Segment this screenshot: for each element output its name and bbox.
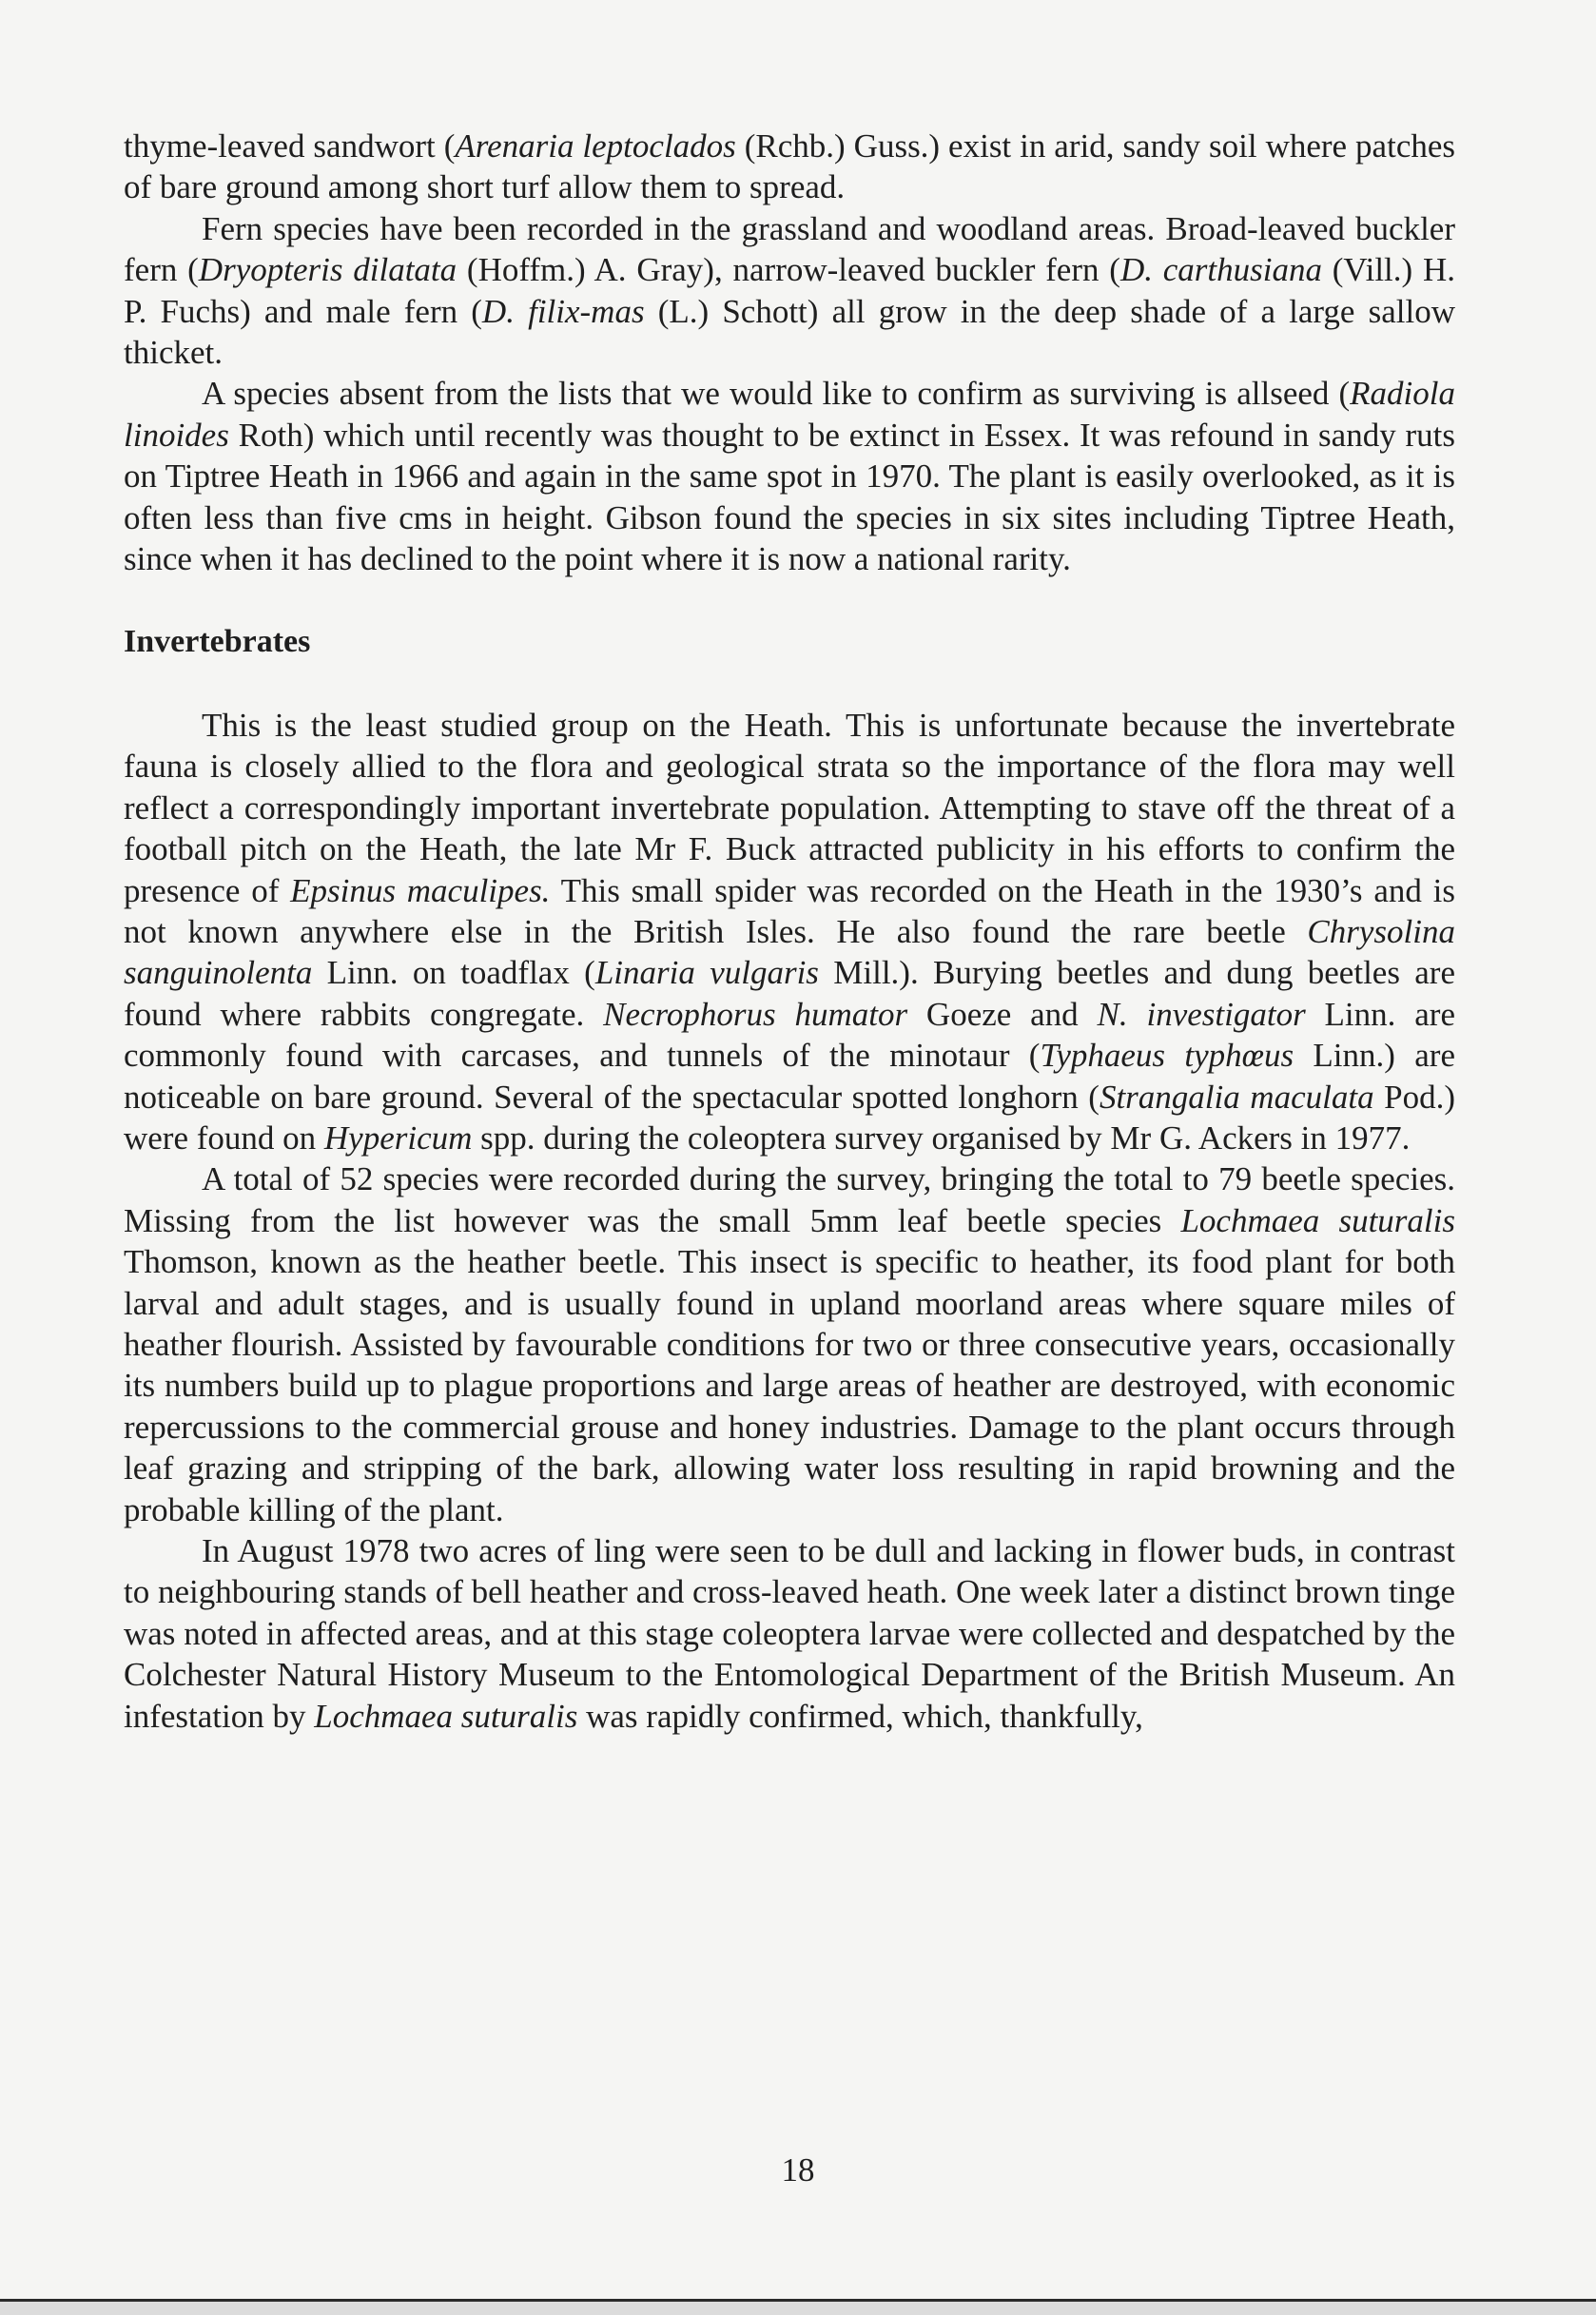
section-heading: Invertebrates — [124, 624, 311, 660]
species-name: Lochmaea suturalis — [314, 1697, 578, 1735]
text-run: (Hoffm.) A. Gray), narrow-leaved buckler fern ( — [457, 251, 1120, 289]
species-name: Dryopteris dilatata — [198, 251, 457, 289]
species-name: Linaria vulgaris — [594, 954, 819, 992]
text-run: A total of 52 species were recorded during the survey, bringing the total to 79 beetle species. Missing from the list however was the small 5mm leaf beetle species — [124, 1160, 1455, 1239]
species-name: Chrysolina sanguinolenta — [124, 912, 1455, 992]
text-run: A species absent from the lists that we would like to confirm as surviving is allseed ( — [202, 375, 1351, 413]
text-run: This is the least studied group on the Heath. This is unfortunate because the invertebrate fauna is closely allied to the flora and geological strata so the importance of the flora may well reflect a correspondingly important invertebrate population. Attempting to stave off the threat of a football pitch on the Heath, the late Mr F. Buck attracted publicity in his efforts to confirm the presence of — [124, 706, 1455, 909]
text-run: Roth) which until recently was thought to be extinct in Essex. It was refound in sandy ruts on Tiptree Heath in 1966 and again in the same spot in 1970. The plant is easily overlooked, as it is often less than five cms in height. Gibson found the species in six sites including Tiptree Heath, since when it has declined to the point where it is now a national rarity. — [124, 416, 1455, 578]
text-run: This small spider was recorded on the Heath in the 1930’s and is not known anywhere else in the British Isles. He also found the rare beetle — [124, 871, 1455, 950]
text-run: was rapidly confirmed, which, thankfully, — [577, 1697, 1143, 1735]
species-name: Typhaeus typhœus — [1040, 1037, 1294, 1075]
paragraph-heather-beetle — [124, 1158, 1455, 1530]
text-run: Pod.) were found on — [124, 1078, 1456, 1157]
text-run: Goeze and — [907, 995, 1098, 1033]
paragraph-allseed — [124, 373, 1455, 579]
species-name: Arenaria leptoclados — [455, 127, 736, 165]
text-run: Mill.). Burying beetles and dung beetles are found where rabbits congregate. — [124, 954, 1455, 1033]
species-name: Radiola linoides — [124, 375, 1455, 454]
text-run: (Vill.) H. P. Fuchs) and male fern ( — [124, 251, 1455, 330]
species-name: D. carthusiana — [1119, 251, 1322, 289]
species-name: D. filix-mas — [481, 292, 645, 330]
species-name: Lochmaea suturalis — [1180, 1201, 1455, 1239]
paragraph-sandwort — [124, 126, 1455, 208]
text-run: (Rchb.) Guss.) exist in arid, sandy soil where patches of bare ground among short turf allow them to spread. — [124, 127, 1456, 206]
text-run: spp. during the coleoptera survey organised by Mr G. Ackers in 1977. — [472, 1119, 1411, 1157]
paragraph-ferns — [124, 208, 1455, 374]
text-run: Linn. are commonly found with carcases, and tunnels of the minotaur ( — [124, 995, 1455, 1075]
text-run: Linn.) are noticeable on bare ground. Several of the spectacular spotted longhorn ( — [124, 1037, 1455, 1116]
species-name: Epsinus maculipes. — [290, 871, 551, 909]
text-run: (L.) Schott) all grow in the deep shade of a large sallow thicket. — [124, 292, 1455, 372]
page-number: 18 — [781, 2151, 815, 2189]
text-run: Linn. on toadflax ( — [312, 954, 595, 992]
species-name: Hypericum — [323, 1119, 473, 1157]
species-name: Strangalia maculata — [1099, 1078, 1374, 1116]
text-run: In August 1978 two acres of ling were seen to be dull and lacking in flower buds, in contrast to neighbouring stands of bell heather and cross-leaved heath. One week later a distinct brown tinge was noted in affected areas, and at this stage coleoptera larvae were collected and despatched by the Colchester Natural History Museum to the Entomological Department of the British Museum. An infestation by — [124, 1532, 1455, 1735]
paragraph-infestation — [124, 1530, 1455, 1737]
page-body — [124, 126, 1455, 1737]
text-run: Fern species have been recorded in the grassland and woodland areas. Broad-leaved buckler fern ( — [124, 209, 1455, 289]
paragraph-invertebrates-intro — [124, 705, 1455, 1158]
text-run: thyme-leaved sandwort ( — [124, 127, 456, 165]
text-run: Thomson, known as the heather beetle. This insect is specific to heather, its food plant for both larval and adult stages, and is usually found in upland moorland areas where square miles of heather flourish. Assisted by favourable conditions for two or three consecutive years, occasionally its numbers build up to plague proportions and large areas of heather are destroyed, with economic repercussions to the commercial grouse and honey industries. Damage to the plant occurs through leaf grazing and stripping of the bark, allowing water loss resulting in rapid browning and the probable killing of the plant. — [124, 1243, 1455, 1528]
species-name: Necrophorus humator — [603, 995, 908, 1033]
species-name: N. investigator — [1097, 995, 1306, 1033]
